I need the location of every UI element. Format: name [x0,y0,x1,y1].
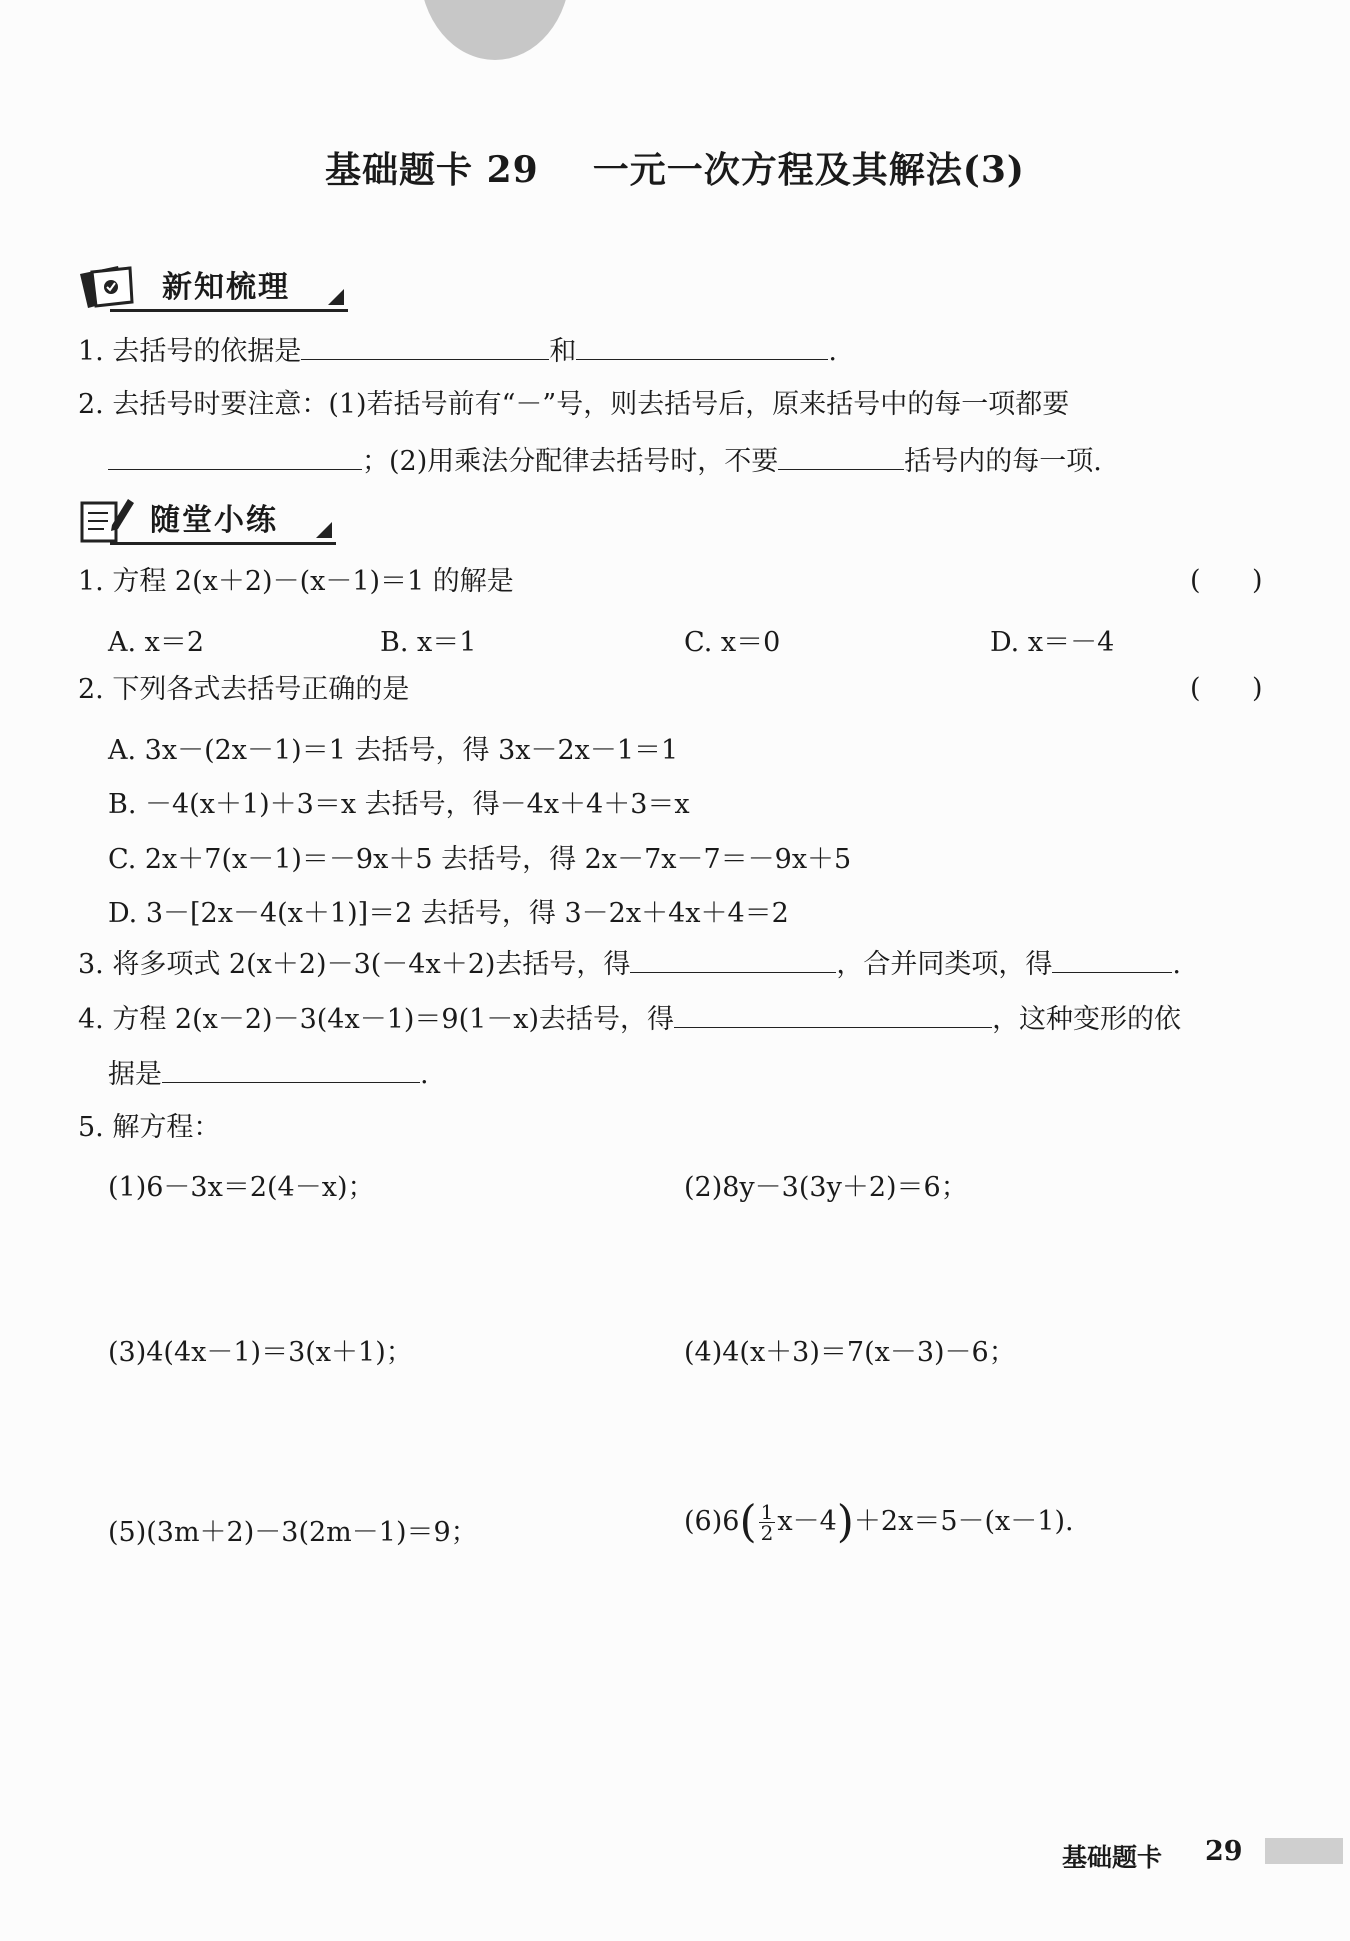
corner-triangle [328,289,344,305]
fraction-numerator: 1 [760,1500,774,1524]
section-title-knowledge: 新知梳理 [162,270,290,305]
practice-q3-end: . [1172,949,1181,980]
knowledge-q1-text: 1. 去括号的依据是 [78,336,302,367]
knowledge-q1-end: . [828,336,837,367]
footer-label: 基础题卡 [1062,1843,1163,1872]
eq6-prefix: (6)6 [684,1506,740,1537]
knowledge-q2-line2 [108,443,1102,479]
section-rule [110,309,348,312]
q2-option-d: D. 3－[2x－4(x＋1)]＝2 去括号，得 3－2x＋4x＋4＝2 [108,898,789,929]
footer-bar [1265,1838,1343,1864]
fraction-one-half [759,1502,776,1543]
practice-q4-line2 [108,1056,429,1092]
answer-blank[interactable] [630,946,836,973]
answer-blank[interactable] [301,333,549,360]
q5-equation-3: (3)4(4x－1)＝3(x＋1)； [108,1337,413,1368]
answer-blank[interactable] [162,1056,420,1083]
q5-equation-5: (5)(3m＋2)－3(2m－1)＝9； [108,1517,478,1548]
page-number: 29 [1205,1836,1243,1867]
practice-q4-basis: 据是 [108,1059,162,1090]
eq6-open-paren: ( [739,1496,757,1548]
practice-q4-line1 [78,1001,1181,1037]
q2-option-b: B. －4(x＋1)＋3＝x 去括号，得－4x＋4＋3＝x [108,789,690,820]
eq6-inner: x－4 [777,1506,837,1537]
q5-equation-2: (2)8y－3(3y＋2)＝6； [684,1172,968,1203]
practice-q1: 1. 方程 2(x＋2)－(x－1)＝1 的解是 [78,566,514,597]
section-header-practice [78,495,336,545]
q2-option-a: A. 3x－(2x－1)＝1 去括号，得 3x－2x－1＝1 [108,735,679,766]
book-icon [78,262,138,312]
practice-q3 [78,946,1181,982]
answer-blank[interactable] [108,443,362,470]
answer-blank[interactable] [1052,946,1172,973]
practice-q4-mid: ，这种变形的依 [992,1004,1182,1035]
page-title: 基础题卡 29 一元一次方程及其解法(3) [325,149,1025,191]
q1-option-b: B. x＝1 [380,627,477,658]
eq6-suffix: ＋2x＝5－(x－1). [853,1506,1074,1537]
knowledge-q2-end: 括号内的每一项. [904,446,1102,477]
q5-equation-4: (4)4(x＋3)＝7(x－3)－6； [684,1337,1016,1368]
practice-q4-text: 4. 方程 2(x－2)－3(4x－1)＝9(1－x)去括号，得 [78,1004,675,1035]
q2-option-c: C. 2x＋7(x－1)＝－9x＋5 去括号，得 2x－7x－7＝－9x＋5 [108,844,852,875]
answer-paren[interactable]: ( ) [1190,673,1263,704]
section-header-knowledge [78,262,348,312]
q5-equation-1: (1)6－3x＝2(4－x)； [108,1172,375,1203]
section-title-practice: 随堂小练 [150,503,278,538]
practice-q5: 5. 解方程： [78,1112,221,1143]
answer-blank[interactable] [576,333,828,360]
knowledge-q1-and: 和 [549,336,577,367]
practice-q3-text: 3. 将多项式 2(x＋2)－3(－4x＋2)去括号，得 [78,949,631,980]
answer-blank[interactable] [778,443,904,470]
scan-shadow [420,0,570,60]
eq6-close-paren: ) [836,1496,854,1548]
knowledge-q2-line1: 2. 去括号时要注意：(1)若括号前有“－”号，则去括号后，原来括号中的每一项都要 [78,389,1070,420]
q1-option-c: C. x＝0 [684,627,781,658]
practice-q4-end: . [420,1059,429,1090]
notebook-pencil-icon [78,495,138,545]
q1-option-a: A. x＝2 [108,627,205,658]
answer-paren[interactable]: ( ) [1190,565,1263,596]
corner-triangle [316,522,332,538]
section-rule [110,542,336,545]
practice-q3-mid: ，合并同类项，得 [836,949,1053,980]
knowledge-q1 [78,333,837,369]
answer-blank[interactable] [674,1001,992,1028]
knowledge-q2-mid: ；(2)用乘法分配律去括号时，不要 [362,446,779,477]
fraction-denominator: 2 [760,1521,774,1545]
q5-equation-6 [684,1496,1074,1548]
practice-q2: 2. 下列各式去括号正确的是 [78,674,410,705]
q1-option-d: D. x＝－4 [990,627,1115,658]
